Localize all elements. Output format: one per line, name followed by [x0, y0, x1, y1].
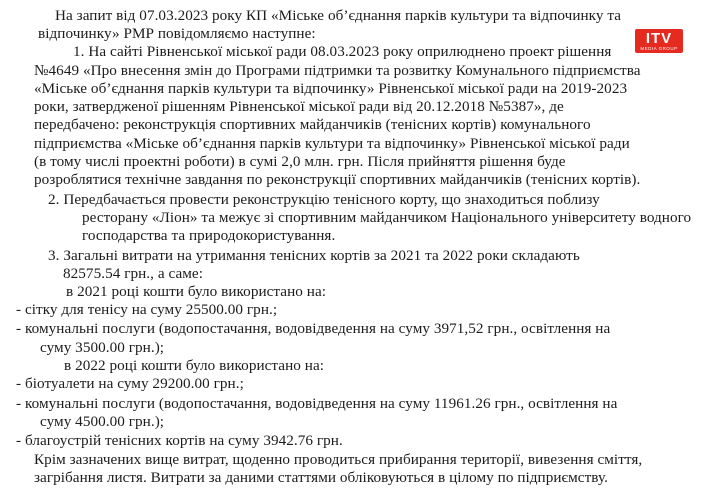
text-line: розроблятися технічне завдання по реконструкції спортивних майданчиків (тенісних кортів).: [34, 171, 641, 188]
text-line: 1. На сайті Рівненської міської ради 08.03.2023 року оприлюднено проект рішення: [73, 43, 612, 60]
text-line: суму 4500.00 грн.);: [40, 413, 165, 430]
text-line: «Міське об’єднання парків культури та відпочинку» Рівненської міської ради на 2019-2023: [34, 80, 628, 97]
text-line: 2. Передбачається провести реконструкцію тенісного корту, що знаходиться поблизу: [48, 191, 600, 208]
list-item: - комунальні послуги (водопостачання, водовідведення на суму 11961.26 грн., освітлення на: [16, 395, 618, 412]
list-item: - біотуалети на суму 29200.00 грн.;: [16, 375, 244, 392]
text-line: в 2021 році кошти було використано на:: [66, 283, 327, 300]
text-line: господарства та природокористування.: [82, 227, 336, 244]
text-line: Крім зазначених вище витрат, щоденно проводиться прибирання території, вивезення сміття,: [34, 451, 643, 468]
text-line: На запит від 07.03.2023 року КП «Міське об’єднання парків культури та відпочинку та: [55, 7, 622, 24]
logo-brand: ITV: [645, 30, 673, 47]
text-line: 82575.54 грн., а саме:: [63, 265, 203, 282]
text-line: загрібання листя. Витрати за даними статтями обліковуються в цілому по підприємству.: [34, 469, 608, 486]
itv-logo: [635, 29, 683, 53]
text-line: суму 3500.00 грн.);: [40, 339, 165, 356]
text-line: 3. Загальні витрати на утримання тенісних кортів за 2021 та 2022 роки складають: [48, 247, 580, 264]
text-line: підприємства «Міське об’єднання парків культури та відпочинку» Рівненської міської ради: [34, 135, 630, 152]
list-item: - комунальні послуги (водопостачання, водовідведення на суму 3971,52 грн., освітлення на: [16, 320, 611, 337]
logo-subtitle: MEDIA GROUP: [640, 46, 678, 51]
text-line: №4649 «Про внесення змін до Програми підтримки та розвитку Комунального підприємства: [34, 62, 641, 79]
text-line: в 2022 році кошти було використано на:: [64, 357, 325, 374]
text-line: роки, затвердженої рішенням Рівненської міської ради від 20.12.2018 №5387», де: [34, 98, 564, 115]
list-item: - сітку для тенісу на суму 25500.00 грн.;: [16, 301, 278, 318]
text-line: (в тому числі проектні роботи) в сумі 2,0 млн. грн. Після прийняття рішення буде: [34, 153, 566, 170]
text-line: відпочинку» РМР повідомляємо наступне:: [38, 25, 316, 42]
text-line: ресторану «Ліон» та межує зі спортивним майданчиком Національного університету водного: [82, 209, 692, 226]
list-item: - благоустрій тенісних кортів на суму 3942.76 грн.: [16, 432, 343, 449]
text-line: передбачено: реконструкція спортивних майданчиків (тенісних кортів) комунального: [34, 116, 591, 133]
